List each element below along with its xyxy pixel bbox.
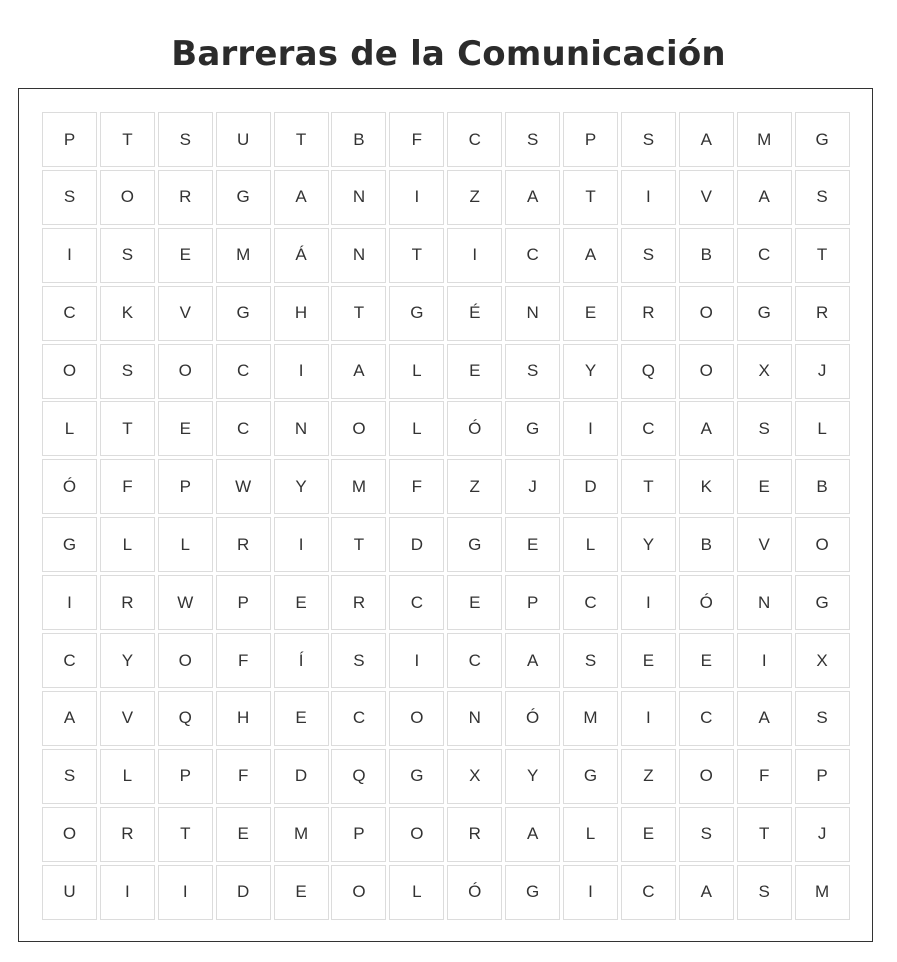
letter-cell[interactable]: A: [563, 228, 618, 283]
letter-cell[interactable]: R: [331, 575, 386, 630]
letter-cell[interactable]: L: [389, 401, 444, 456]
letter-cell[interactable]: C: [447, 633, 502, 688]
letter-cell[interactable]: O: [679, 749, 734, 804]
letter-cell[interactable]: W: [158, 575, 213, 630]
letter-cell[interactable]: T: [100, 112, 155, 167]
letter-cell[interactable]: O: [389, 691, 444, 746]
letter-cell[interactable]: C: [737, 228, 792, 283]
letter-cell[interactable]: Q: [331, 749, 386, 804]
word-search-grid: [42, 112, 850, 920]
letter-cell[interactable]: G: [505, 401, 560, 456]
letter-cell[interactable]: L: [158, 517, 213, 572]
letter-cell[interactable]: H: [274, 286, 329, 341]
letter-cell[interactable]: I: [100, 865, 155, 920]
letter-cell[interactable]: E: [274, 865, 329, 920]
letter-cell[interactable]: L: [795, 401, 850, 456]
letter-cell[interactable]: M: [274, 807, 329, 862]
letter-cell[interactable]: X: [737, 344, 792, 399]
letter-cell[interactable]: L: [563, 807, 618, 862]
letter-cell[interactable]: R: [447, 807, 502, 862]
letter-cell[interactable]: R: [158, 170, 213, 225]
letter-cell[interactable]: F: [389, 459, 444, 514]
letter-cell[interactable]: R: [100, 575, 155, 630]
letter-cell[interactable]: E: [274, 691, 329, 746]
letter-cell[interactable]: S: [737, 865, 792, 920]
letter-cell[interactable]: F: [100, 459, 155, 514]
letter-cell[interactable]: S: [505, 344, 560, 399]
letter-cell[interactable]: S: [42, 170, 97, 225]
letter-cell[interactable]: Á: [274, 228, 329, 283]
letter-cell[interactable]: Ó: [505, 691, 560, 746]
letter-cell[interactable]: K: [100, 286, 155, 341]
letter-cell[interactable]: P: [563, 112, 618, 167]
letter-cell[interactable]: V: [679, 170, 734, 225]
letter-cell[interactable]: Y: [621, 517, 676, 572]
letter-cell[interactable]: Y: [505, 749, 560, 804]
letter-cell[interactable]: C: [621, 401, 676, 456]
letter-cell[interactable]: N: [331, 170, 386, 225]
letter-cell[interactable]: S: [505, 112, 560, 167]
letter-cell[interactable]: Y: [563, 344, 618, 399]
letter-cell[interactable]: S: [795, 691, 850, 746]
letter-cell[interactable]: B: [679, 517, 734, 572]
letter-cell[interactable]: F: [216, 749, 271, 804]
letter-cell[interactable]: O: [331, 401, 386, 456]
letter-cell[interactable]: G: [216, 170, 271, 225]
letter-cell[interactable]: S: [737, 401, 792, 456]
letter-cell[interactable]: G: [795, 112, 850, 167]
letter-cell[interactable]: R: [216, 517, 271, 572]
puzzle-title: Barreras de la Comunicación: [171, 34, 726, 74]
letter-cell[interactable]: N: [274, 401, 329, 456]
letter-cell[interactable]: G: [563, 749, 618, 804]
letter-cell[interactable]: T: [389, 228, 444, 283]
letter-cell[interactable]: C: [447, 112, 502, 167]
letter-cell[interactable]: S: [100, 344, 155, 399]
letter-cell[interactable]: G: [795, 575, 850, 630]
letter-cell[interactable]: A: [737, 691, 792, 746]
letter-cell[interactable]: Ó: [42, 459, 97, 514]
letter-cell[interactable]: I: [274, 517, 329, 572]
letter-cell[interactable]: A: [505, 633, 560, 688]
letter-cell[interactable]: S: [158, 112, 213, 167]
letter-cell[interactable]: E: [679, 633, 734, 688]
letter-cell[interactable]: O: [389, 807, 444, 862]
letter-cell[interactable]: L: [563, 517, 618, 572]
letter-cell[interactable]: E: [216, 807, 271, 862]
letter-cell[interactable]: N: [447, 691, 502, 746]
letter-cell[interactable]: I: [389, 170, 444, 225]
letter-cell[interactable]: J: [505, 459, 560, 514]
letter-cell[interactable]: O: [679, 286, 734, 341]
letter-cell[interactable]: E: [621, 807, 676, 862]
letter-cell[interactable]: J: [795, 344, 850, 399]
letter-cell[interactable]: I: [737, 633, 792, 688]
letter-cell[interactable]: S: [795, 170, 850, 225]
letter-cell[interactable]: M: [216, 228, 271, 283]
letter-cell[interactable]: Q: [621, 344, 676, 399]
letter-cell[interactable]: A: [679, 112, 734, 167]
letter-cell[interactable]: G: [737, 286, 792, 341]
letter-cell[interactable]: I: [447, 228, 502, 283]
letter-cell[interactable]: S: [42, 749, 97, 804]
letter-cell[interactable]: W: [216, 459, 271, 514]
letter-cell[interactable]: U: [42, 865, 97, 920]
letter-cell[interactable]: Í: [274, 633, 329, 688]
letter-cell[interactable]: A: [274, 170, 329, 225]
letter-cell[interactable]: M: [563, 691, 618, 746]
letter-cell[interactable]: Z: [621, 749, 676, 804]
letter-cell[interactable]: V: [100, 691, 155, 746]
letter-cell[interactable]: S: [621, 228, 676, 283]
letter-cell[interactable]: E: [505, 517, 560, 572]
letter-cell[interactable]: D: [389, 517, 444, 572]
letter-cell[interactable]: P: [331, 807, 386, 862]
letter-cell[interactable]: P: [216, 575, 271, 630]
letter-cell[interactable]: N: [331, 228, 386, 283]
letter-cell[interactable]: M: [331, 459, 386, 514]
letter-cell[interactable]: K: [679, 459, 734, 514]
letter-cell[interactable]: Z: [447, 170, 502, 225]
letter-cell[interactable]: B: [679, 228, 734, 283]
letter-cell[interactable]: E: [447, 344, 502, 399]
letter-cell[interactable]: O: [42, 807, 97, 862]
letter-cell[interactable]: T: [331, 286, 386, 341]
letter-cell[interactable]: T: [563, 170, 618, 225]
letter-cell[interactable]: I: [274, 344, 329, 399]
letter-cell[interactable]: S: [621, 112, 676, 167]
letter-cell[interactable]: T: [737, 807, 792, 862]
letter-cell[interactable]: S: [331, 633, 386, 688]
letter-cell[interactable]: Ó: [447, 401, 502, 456]
letter-cell[interactable]: G: [447, 517, 502, 572]
letter-cell[interactable]: G: [389, 286, 444, 341]
letter-cell[interactable]: T: [100, 401, 155, 456]
letter-cell[interactable]: E: [737, 459, 792, 514]
letter-cell[interactable]: A: [505, 170, 560, 225]
letter-cell[interactable]: M: [737, 112, 792, 167]
letter-cell[interactable]: X: [795, 633, 850, 688]
letter-cell[interactable]: I: [158, 865, 213, 920]
letter-cell[interactable]: F: [737, 749, 792, 804]
letter-cell[interactable]: L: [389, 344, 444, 399]
letter-cell[interactable]: E: [621, 633, 676, 688]
letter-cell[interactable]: X: [447, 749, 502, 804]
letter-cell[interactable]: Q: [158, 691, 213, 746]
letter-cell[interactable]: J: [795, 807, 850, 862]
letter-cell[interactable]: H: [216, 691, 271, 746]
letter-cell[interactable]: I: [42, 575, 97, 630]
letter-cell[interactable]: F: [216, 633, 271, 688]
letter-cell[interactable]: A: [679, 401, 734, 456]
letter-cell[interactable]: F: [389, 112, 444, 167]
letter-cell[interactable]: O: [158, 633, 213, 688]
word-search-frame: [18, 88, 873, 942]
letter-cell[interactable]: O: [679, 344, 734, 399]
letter-cell[interactable]: I: [621, 575, 676, 630]
letter-cell[interactable]: C: [505, 228, 560, 283]
letter-cell[interactable]: V: [158, 286, 213, 341]
letter-cell[interactable]: C: [42, 633, 97, 688]
letter-cell[interactable]: V: [737, 517, 792, 572]
letter-cell[interactable]: I: [42, 228, 97, 283]
letter-cell[interactable]: A: [737, 170, 792, 225]
letter-cell[interactable]: T: [158, 807, 213, 862]
letter-cell[interactable]: O: [331, 865, 386, 920]
letter-cell[interactable]: C: [563, 575, 618, 630]
letter-cell[interactable]: D: [274, 749, 329, 804]
letter-cell[interactable]: I: [389, 633, 444, 688]
letter-cell[interactable]: C: [216, 344, 271, 399]
letter-cell[interactable]: C: [216, 401, 271, 456]
letter-cell[interactable]: R: [621, 286, 676, 341]
letter-cell[interactable]: T: [795, 228, 850, 283]
letter-cell[interactable]: I: [563, 865, 618, 920]
letter-cell[interactable]: A: [331, 344, 386, 399]
letter-cell[interactable]: C: [621, 865, 676, 920]
letter-cell[interactable]: P: [42, 112, 97, 167]
letter-cell[interactable]: O: [795, 517, 850, 572]
letter-cell[interactable]: L: [100, 517, 155, 572]
letter-cell[interactable]: G: [216, 286, 271, 341]
letter-cell[interactable]: G: [389, 749, 444, 804]
letter-cell[interactable]: O: [42, 344, 97, 399]
letter-cell[interactable]: I: [621, 691, 676, 746]
letter-cell[interactable]: A: [679, 865, 734, 920]
letter-cell[interactable]: Y: [100, 633, 155, 688]
letter-cell[interactable]: C: [679, 691, 734, 746]
letter-cell[interactable]: Ó: [679, 575, 734, 630]
letter-cell[interactable]: T: [331, 517, 386, 572]
letter-cell[interactable]: S: [679, 807, 734, 862]
letter-cell[interactable]: P: [505, 575, 560, 630]
letter-cell[interactable]: I: [563, 401, 618, 456]
letter-cell[interactable]: G: [42, 517, 97, 572]
letter-cell[interactable]: Z: [447, 459, 502, 514]
letter-cell[interactable]: Y: [274, 459, 329, 514]
letter-cell[interactable]: T: [621, 459, 676, 514]
letter-cell[interactable]: P: [158, 749, 213, 804]
letter-cell[interactable]: É: [447, 286, 502, 341]
letter-cell[interactable]: B: [795, 459, 850, 514]
letter-cell[interactable]: A: [42, 691, 97, 746]
letter-cell[interactable]: C: [331, 691, 386, 746]
letter-cell[interactable]: D: [563, 459, 618, 514]
letter-cell[interactable]: E: [158, 228, 213, 283]
letter-cell[interactable]: A: [505, 807, 560, 862]
letter-cell[interactable]: L: [42, 401, 97, 456]
letter-cell[interactable]: Ó: [447, 865, 502, 920]
letter-cell[interactable]: C: [42, 286, 97, 341]
letter-cell[interactable]: S: [100, 228, 155, 283]
letter-cell[interactable]: S: [563, 633, 618, 688]
letter-cell[interactable]: L: [100, 749, 155, 804]
letter-cell[interactable]: T: [274, 112, 329, 167]
letter-cell[interactable]: E: [563, 286, 618, 341]
letter-cell[interactable]: P: [158, 459, 213, 514]
letter-cell[interactable]: E: [274, 575, 329, 630]
letter-cell[interactable]: L: [389, 865, 444, 920]
letter-cell[interactable]: N: [737, 575, 792, 630]
letter-cell[interactable]: E: [158, 401, 213, 456]
letter-cell[interactable]: R: [100, 807, 155, 862]
letter-cell[interactable]: O: [100, 170, 155, 225]
letter-cell[interactable]: I: [621, 170, 676, 225]
letter-cell[interactable]: E: [447, 575, 502, 630]
letter-cell[interactable]: G: [505, 865, 560, 920]
letter-cell[interactable]: D: [216, 865, 271, 920]
letter-cell[interactable]: N: [505, 286, 560, 341]
letter-cell[interactable]: P: [795, 749, 850, 804]
letter-cell[interactable]: U: [216, 112, 271, 167]
letter-cell[interactable]: R: [795, 286, 850, 341]
letter-cell[interactable]: M: [795, 865, 850, 920]
letter-cell[interactable]: C: [389, 575, 444, 630]
letter-cell[interactable]: O: [158, 344, 213, 399]
letter-cell[interactable]: B: [331, 112, 386, 167]
